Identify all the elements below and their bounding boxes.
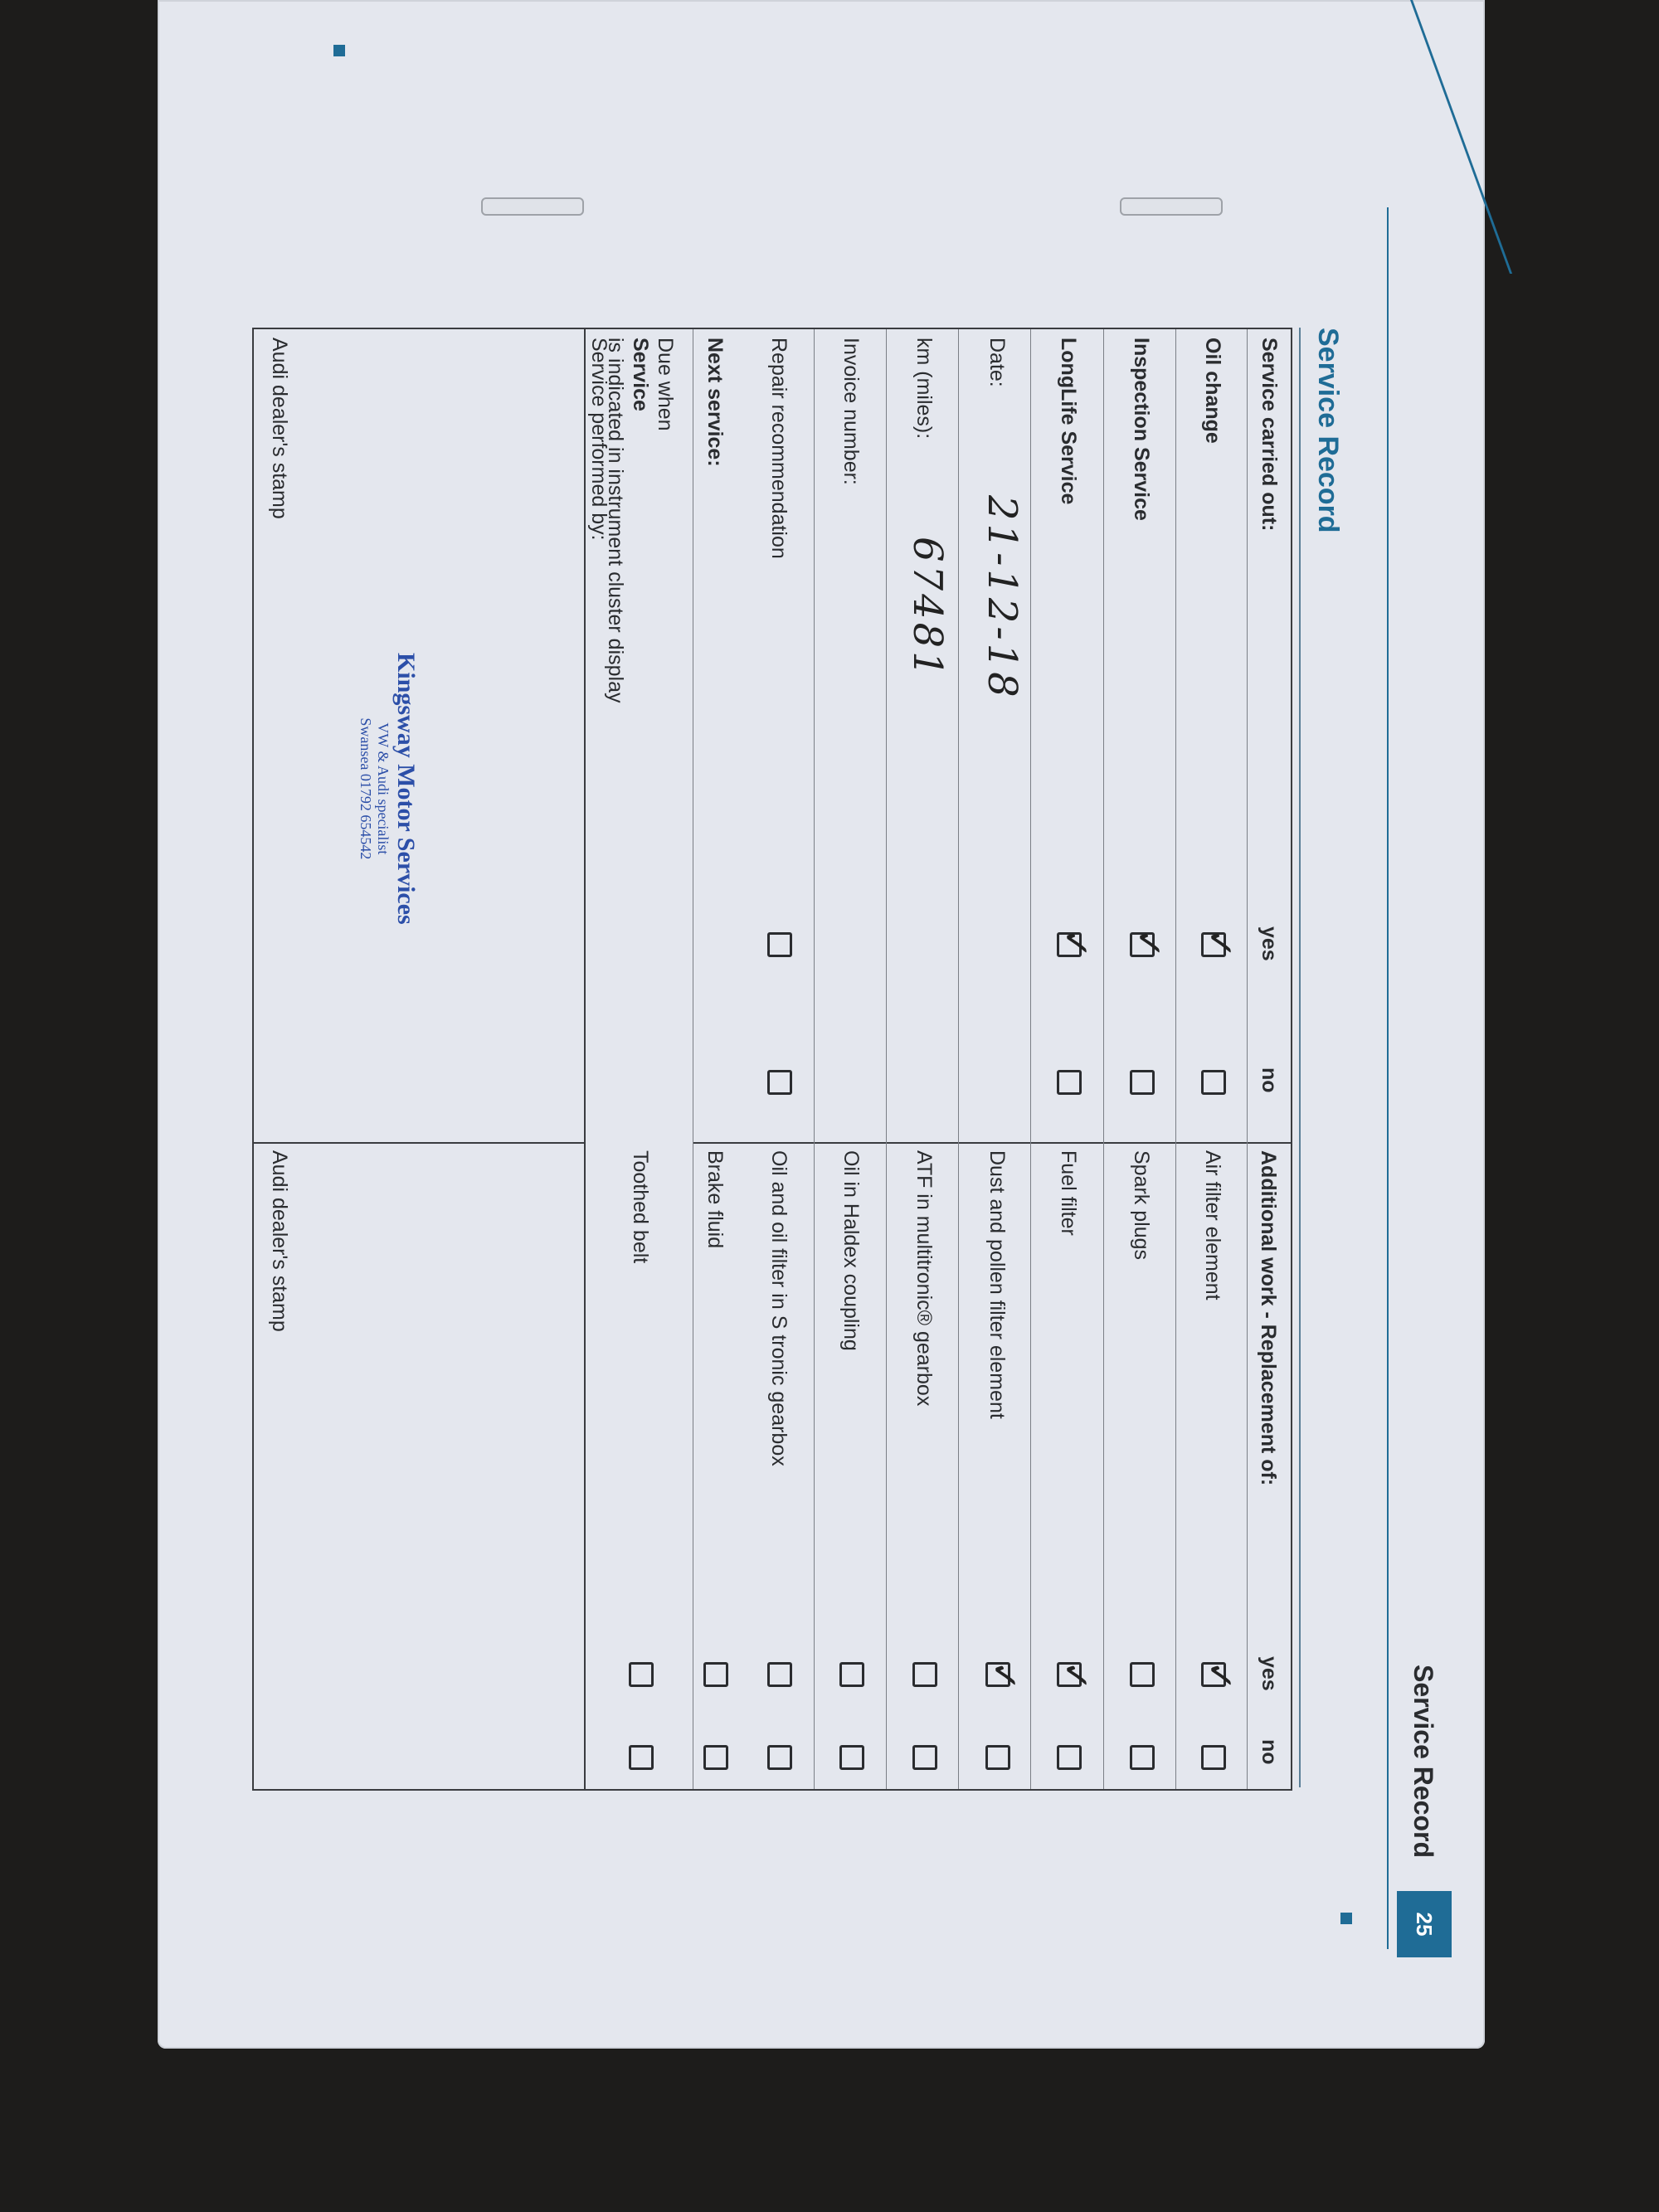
oil-change-no-checkbox[interactable] bbox=[1201, 1070, 1226, 1095]
inspection-service-no-checkbox[interactable] bbox=[1130, 1070, 1155, 1095]
stamp-area-top-rule bbox=[584, 329, 586, 1789]
title-rule bbox=[1299, 328, 1301, 1787]
toothed-belt-no-checkbox[interactable] bbox=[629, 1745, 654, 1770]
haldex-label: Oil in Haldex coupling bbox=[839, 1150, 863, 1351]
haldex-no-checkbox[interactable] bbox=[839, 1745, 864, 1770]
brake-fluid-label: Brake fluid bbox=[703, 1150, 727, 1249]
service-performed-by-label: Service performed by: bbox=[587, 338, 611, 541]
date-label: Date: bbox=[985, 338, 1009, 387]
dealer-stamp-line2: Swansea 01792 654542 bbox=[358, 717, 374, 860]
section-title: Service Record bbox=[1312, 328, 1344, 533]
pollen-filter-label: Dust and pollen filter element bbox=[985, 1150, 1009, 1419]
row-divider bbox=[958, 329, 959, 1789]
right-yes-header: yes bbox=[1258, 1656, 1281, 1691]
brake-fluid-yes-checkbox[interactable] bbox=[703, 1662, 728, 1687]
service-word: Service bbox=[629, 338, 652, 411]
service-record-page bbox=[158, 207, 1443, 1949]
air-filter-no-checkbox[interactable] bbox=[1201, 1745, 1226, 1770]
stamp-divider bbox=[254, 1142, 586, 1144]
service-carried-out-heading: Service carried out: bbox=[1258, 338, 1281, 532]
pollen-filter-no-checkbox[interactable] bbox=[985, 1745, 1010, 1770]
checkmark-icon: ✓ bbox=[1199, 1660, 1241, 1691]
inspection-service-label: Inspection Service bbox=[1130, 338, 1153, 521]
additional-work-heading: Additional work - Replacement of: bbox=[1257, 1150, 1280, 1486]
spark-plugs-no-checkbox[interactable] bbox=[1130, 1745, 1155, 1770]
dealer-stamp-name: Kingsway Motor Services bbox=[392, 653, 420, 925]
repair-recommendation-label: Repair recommendation bbox=[767, 338, 791, 559]
atf-yes-checkbox[interactable] bbox=[912, 1662, 937, 1687]
service-form bbox=[252, 328, 1292, 1791]
invoice-label: Invoice number: bbox=[839, 338, 863, 485]
page-number: 25 bbox=[1397, 1891, 1452, 1957]
repair-yes-checkbox[interactable] bbox=[767, 932, 792, 957]
brake-fluid-no-checkbox[interactable] bbox=[703, 1745, 728, 1770]
spark-plugs-label: Spark plugs bbox=[1130, 1150, 1153, 1261]
checkmark-icon: ✓ bbox=[983, 1660, 1025, 1691]
row-divider bbox=[1175, 329, 1176, 1789]
checkmark-icon: ✓ bbox=[1054, 1660, 1097, 1691]
atf-label: ATF in multitronic® gearbox bbox=[912, 1150, 936, 1407]
toothed-belt-label: Toothed belt bbox=[629, 1150, 652, 1264]
right-stamp-caption: Audi dealer's stamp bbox=[268, 1150, 291, 1332]
longlife-service-label: LongLife Service bbox=[1057, 338, 1080, 505]
header-rule bbox=[1387, 207, 1389, 1949]
toothed-belt-yes-checkbox[interactable] bbox=[629, 1662, 654, 1687]
row-divider bbox=[814, 329, 815, 1789]
spark-plugs-yes-checkbox[interactable] bbox=[1130, 1662, 1155, 1687]
checkmark-icon: ✓ bbox=[1127, 928, 1170, 959]
s-tronic-no-checkbox[interactable] bbox=[767, 1745, 792, 1770]
next-service-label: Next service: bbox=[703, 338, 727, 467]
dealer-stamp bbox=[357, 653, 420, 925]
dealer-stamp-line1: VW & Audi specialist bbox=[375, 722, 392, 855]
date-value[interactable]: 21-12-18 bbox=[979, 495, 1025, 701]
fuel-filter-no-checkbox[interactable] bbox=[1057, 1745, 1082, 1770]
indicated-text: is indicated in instrument cluster display bbox=[604, 338, 627, 703]
left-yes-header: yes bbox=[1258, 926, 1281, 961]
oil-change-label: Oil change bbox=[1201, 338, 1224, 444]
due-when-label: Due when bbox=[654, 338, 677, 431]
row-divider bbox=[1103, 329, 1104, 1789]
longlife-service-no-checkbox[interactable] bbox=[1057, 1070, 1082, 1095]
row-divider bbox=[1030, 329, 1031, 1789]
atf-no-checkbox[interactable] bbox=[912, 1745, 937, 1770]
fuel-filter-label: Fuel filter bbox=[1057, 1150, 1080, 1236]
left-stamp-caption: Audi dealer's stamp bbox=[268, 338, 291, 519]
running-header: Service Record bbox=[1408, 1664, 1438, 1858]
s-tronic-label: Oil and oil filter in S tronic gearbox bbox=[767, 1150, 791, 1466]
haldex-yes-checkbox[interactable] bbox=[839, 1662, 864, 1687]
km-value[interactable]: 67481 bbox=[904, 537, 951, 680]
right-no-header: no bbox=[1258, 1739, 1281, 1765]
registration-mark bbox=[333, 45, 345, 56]
km-label: km (miles): bbox=[912, 338, 936, 440]
left-no-header: no bbox=[1258, 1067, 1281, 1093]
s-tronic-yes-checkbox[interactable] bbox=[767, 1662, 792, 1687]
checkmark-icon: ✓ bbox=[1199, 928, 1241, 959]
column-divider bbox=[693, 1142, 1291, 1144]
checkmark-icon: ✓ bbox=[1054, 928, 1097, 959]
row-divider bbox=[1247, 329, 1248, 1789]
repair-no-checkbox[interactable] bbox=[767, 1070, 792, 1095]
row-divider bbox=[886, 329, 887, 1789]
air-filter-label: Air filter element bbox=[1201, 1150, 1224, 1300]
